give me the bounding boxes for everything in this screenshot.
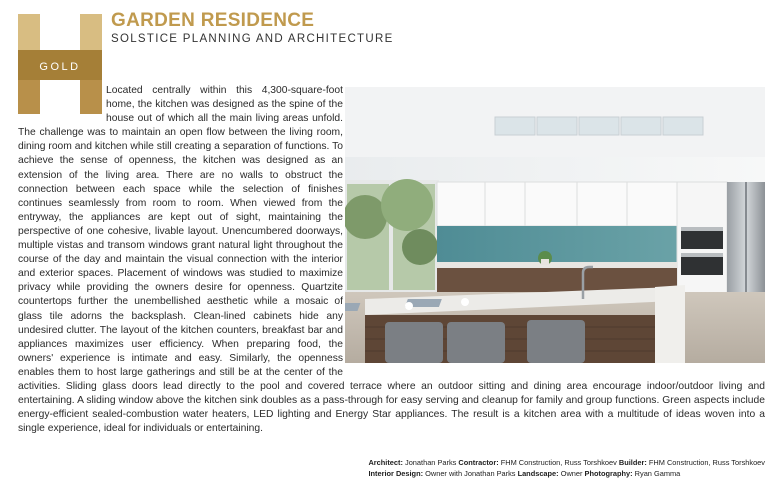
contractor-value: FHM Construction, Russ Torshkoev — [500, 458, 617, 467]
credits-line-2 — [368, 469, 765, 480]
architect-label: Architect: — [368, 458, 403, 467]
builder-value: FHM Construction, Russ Torshkoev — [648, 458, 765, 467]
logo-space — [18, 84, 106, 126]
landscape-value: Owner — [560, 468, 583, 478]
landscape-label: Landscape: — [517, 468, 559, 478]
firm-name: SOLSTICE PLANNING AND ARCHITECTURE — [111, 33, 394, 45]
article-body — [18, 84, 765, 436]
photo-space — [343, 84, 765, 367]
article-text: Located centrally within this 4,300-square-foot home, the kitchen was designed as the spine of the house out of which all the main living areas unfold. The challenge was to maintain an open flow between the living room, dining room and kitchen while still creating a separation of functions. To achieve the sense of openness, the kitchen was designed as an extension of the living area. There are no walls to obstruct the connection between each space while the selection of finishes continues seamlessly from room to room. When viewed from the entryway, the appliances are kept out of sight, maintaining the perspective of one cohesive, livable layout. Unencumbered doorways, multiple vistas and transom windows grant natural light throughout the course of the day and maintain the visual connection with the interior and exterior spaces. Placement of windows was studied to maximize privacy while providing the owners desire for openness. Quartzite countertops further the unembellished aesthetic while a mosaic of glass tile adorns the backsplash. Clean-lined cabinets hide any undesired clutter. The layout of the kitchen counters, breakfast bar and appliances maximizes user efficiency. When preparing food, the owners' experience is intimate and easy. Similarly, the openness enables them to host large gatherings and still be at the center of the activities. Sliding glass doors lead directly to the pool and covered terrace where an outdoor sitting and dining area encourage indoor/outdoor living and entertaining. A sliding window above the kitchen sink doubles as a pass-through for easy serving and cleanup for family and group functions. Green aspects include energy-efficient sealed-combustion water heaters, LED lighting and Energy Star appliances. The result is a kitchen area with a multitude of ideas woven into a single experience, ideal for individuals or entertaining. — [18, 85, 765, 435]
credits-line-1 — [368, 458, 765, 469]
photography-value: Ryan Gamma — [634, 468, 681, 478]
interior-design-value: Owner with Jonathan Parks — [425, 468, 516, 478]
photography-label: Photography: — [584, 468, 633, 478]
badge-label: GOLD — [39, 61, 81, 73]
contractor-label: Contractor: — [458, 458, 499, 467]
builder-label: Builder: — [618, 458, 647, 467]
interior-design-label: Interior Design: — [368, 468, 424, 478]
project-credits — [368, 458, 765, 479]
architect-value: Jonathan Parks — [405, 458, 457, 467]
project-title: GARDEN RESIDENCE — [111, 10, 315, 31]
